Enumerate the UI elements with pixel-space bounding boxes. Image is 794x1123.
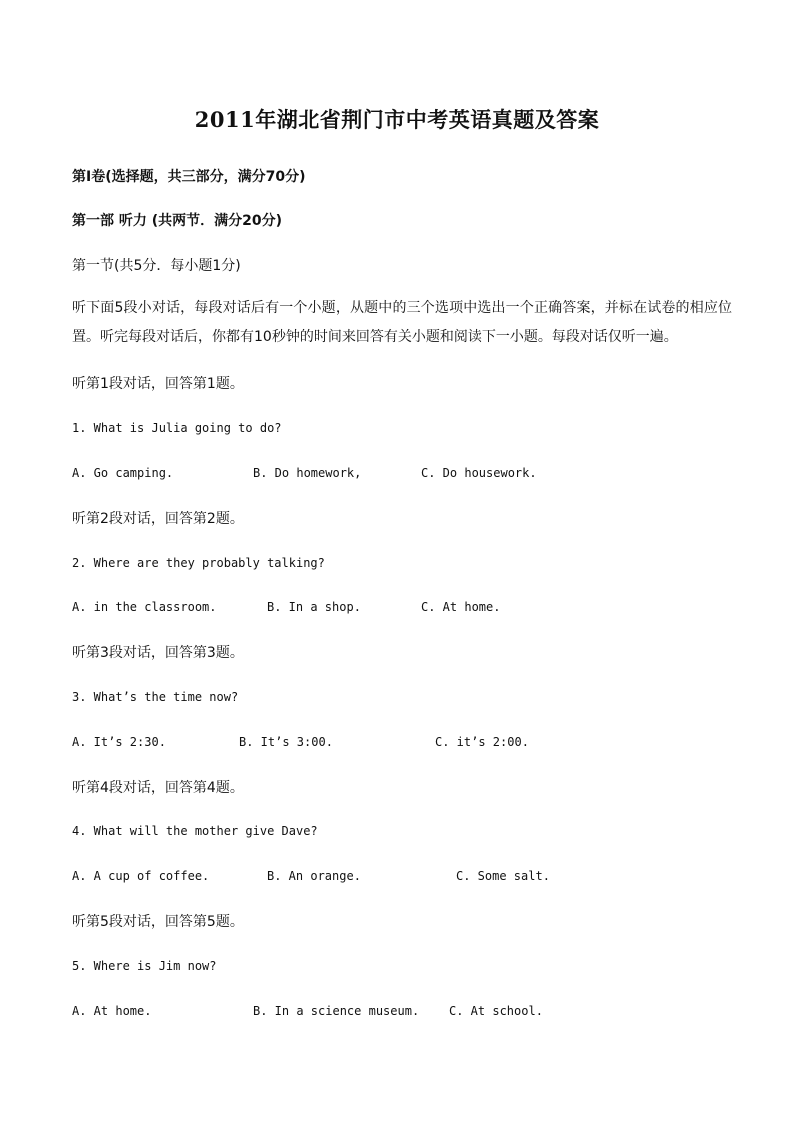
dialogue-prompt: 听第4段对话，回答第4题。 [72, 780, 244, 796]
option-b: B. In a shop. [267, 600, 361, 614]
dialogue-prompt: 听第3段对话，回答第3题。 [72, 645, 244, 661]
option-a: A. Go camping. [72, 466, 174, 480]
page-title: 2011年湖北省荆门市中考英语真题及答案 [194, 107, 600, 132]
option-b: B. Do homework, [253, 466, 362, 480]
dialogue-prompt: 听第2段对话，回答第2题。 [72, 511, 244, 527]
option-a: A. At home. [72, 1004, 152, 1018]
subsection-heading: 第一节(共5分．每小题1分) [72, 258, 241, 274]
option-c: C. it’s 2:00. [435, 735, 529, 749]
question-text: 1. What is Julia going to do? [72, 421, 282, 435]
part-heading: 第Ⅰ卷(选择题，共三部分，满分70分) [72, 169, 306, 185]
question-text: 5. Where is Jim now? [72, 959, 217, 973]
dialogue-prompt: 听第5段对话，回答第5题。 [72, 914, 244, 930]
option-a: A. A cup of coffee. [72, 869, 210, 883]
dialogue-prompt: 听第1段对话，回答第1题。 [72, 376, 244, 392]
option-a: A. It’s 2:30. [72, 735, 166, 749]
question-text: 4. What will the mother give Dave? [72, 824, 318, 838]
option-c: C. At school. [449, 1004, 543, 1018]
question-text: 2. Where are they probably talking? [72, 556, 325, 570]
instructions-paragraph: 听下面5段小对话，每段对话后有一个小题，从题中的三个选项中选出一个正确答案，并标在试卷的相应位置。听完每段对话后，你都有10秒钟的时间来回答有关小题和阅读下一小题。每段对话仅听一遍。 [72, 300, 732, 345]
option-c: C. Some salt. [456, 869, 550, 883]
option-a: A. in the classroom. [72, 600, 217, 614]
section-heading: 第一部 听力 (共两节．满分20分) [72, 213, 283, 229]
option-c: C. At home. [421, 600, 501, 614]
question-text: 3. What’s the time now? [72, 690, 239, 704]
option-b: B. It’s 3:00. [239, 735, 333, 749]
option-c: C. Do housework. [421, 466, 537, 480]
option-b: B. An orange. [267, 869, 361, 883]
option-b: B. In a science museum. [253, 1004, 420, 1018]
